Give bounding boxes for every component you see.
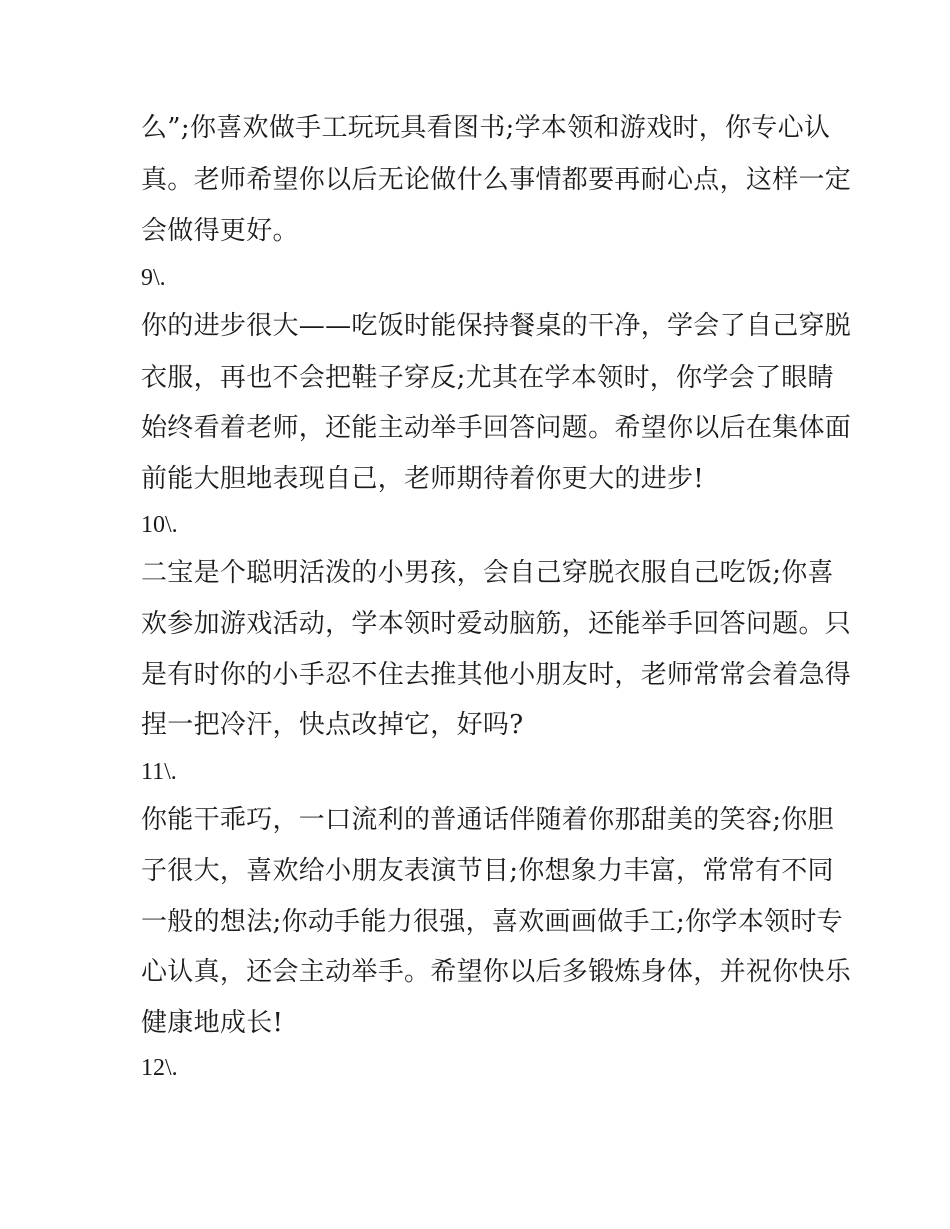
text-line: 子很大，喜欢给小朋友表演节目;你想象力丰富，常常有不同 [141,856,834,886]
text-line: 你能干乖巧，一口流利的普通话伴随着你那甜美的笑容;你胆 [141,805,834,835]
text-line: 一般的想法;你动手能力很强，喜欢画画做手工;你学本领时专 [141,907,843,937]
item-number: 10\. [141,512,178,538]
item-number: 11\. [141,759,177,785]
text-line: 么”;你喜欢做手工玩玩具看图书;学本领和游戏时，你专心认 [141,113,831,143]
text-line: 会做得更好。 [141,216,299,246]
text-line: 真。老师希望你以后无论做什么事情都要再耐心点，这样一定 [141,165,852,195]
text-line: 健康地成长! [141,1008,284,1038]
text-line: 捏一把冷汗，快点改掉它，好吗? [141,710,524,740]
text-line: 是有时你的小手忍不住去推其他小朋友时，老师常常会着急得 [141,660,852,690]
text-line: 始终看着老师，还能主动举手回答问题。希望你以后在集体面 [141,413,852,443]
text-line: 二宝是个聪明活泼的小男孩，会自己穿脱衣服自己吃饭;你喜 [141,558,834,588]
text-line: 你的进步很大——吃饭时能保持餐桌的干净，学会了自己穿脱 [141,311,852,341]
text-line: 心认真，还会主动举手。希望你以后多锻炼身体，并祝你快乐 [141,957,852,987]
text-line: 欢参加游戏活动，学本领时爱动脑筋，还能举手回答问题。只 [141,609,852,639]
item-number: 9\. [141,265,166,291]
text-line: 前能大胆地表现自己，老师期待着你更大的进步! [141,464,705,494]
text-line: 衣服，再也不会把鞋子穿反;尤其在学本领时，你学会了眼睛 [141,363,834,393]
item-number: 12\. [141,1055,178,1081]
